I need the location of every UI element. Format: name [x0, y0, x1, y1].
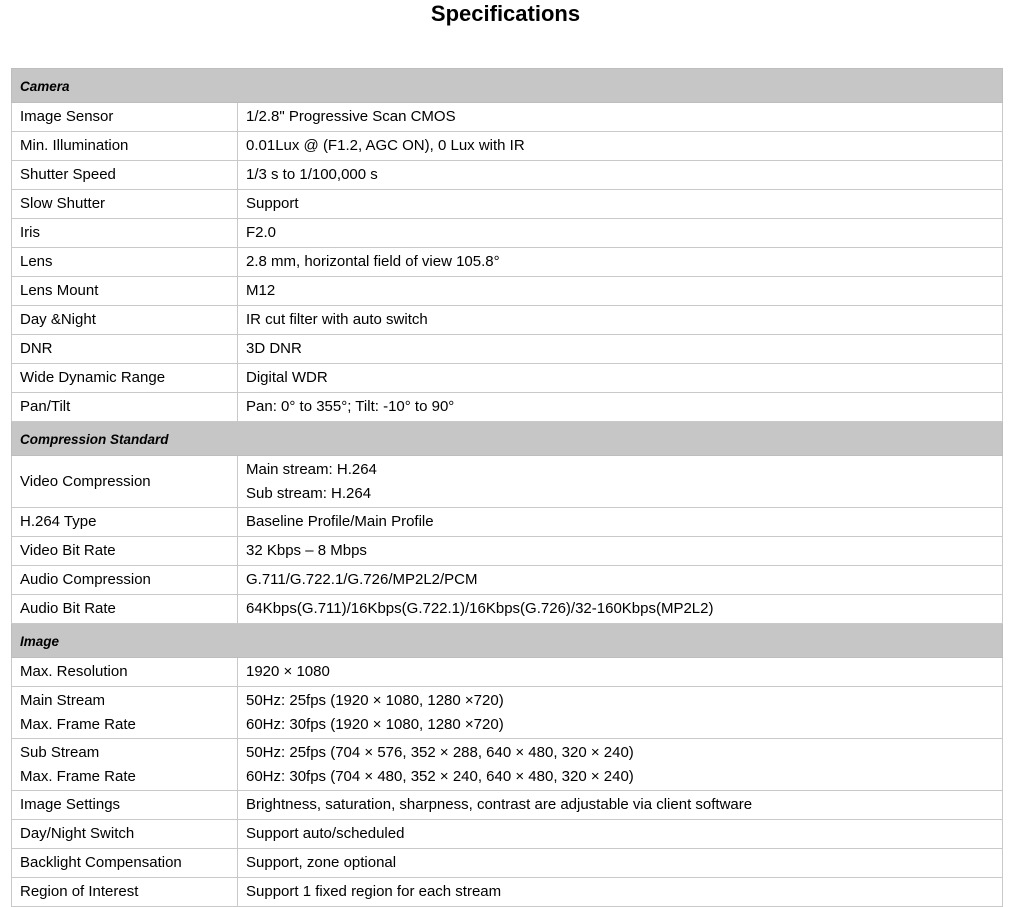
- spec-label-cell: [12, 687, 238, 739]
- spec-value-cell: [238, 687, 1003, 739]
- spec-value-cell: [238, 878, 1003, 907]
- table-row: [12, 219, 1003, 248]
- spec-value: Digital WDR: [246, 369, 328, 386]
- spec-label-cell: [12, 508, 238, 537]
- spec-value: G.711/G.722.1/G.726/MP2L2/PCM: [246, 571, 478, 588]
- table-row: [12, 687, 1003, 739]
- section-header-row: [12, 422, 1003, 456]
- spec-value: 60Hz: 30fps (1920 × 1080, 1280 ×720): [246, 715, 504, 733]
- spec-label: DNR: [20, 340, 53, 357]
- table-row: [12, 508, 1003, 537]
- spec-value-cell: [238, 103, 1003, 132]
- section-header-row: [12, 624, 1003, 658]
- spec-label: Audio Compression: [20, 571, 151, 588]
- spec-value: 0.01Lux @ (F1.2, AGC ON), 0 Lux with IR: [246, 137, 525, 154]
- spec-value-cell: [238, 306, 1003, 335]
- spec-value-cell: [238, 820, 1003, 849]
- spec-value: 1/3 s to 1/100,000 s: [246, 166, 378, 183]
- spec-value: 1/2.8" Progressive Scan CMOS: [246, 108, 456, 125]
- spec-value-cell: [238, 364, 1003, 393]
- spec-label: Shutter Speed: [20, 166, 116, 183]
- spec-value-cell: [238, 791, 1003, 820]
- table-row: [12, 103, 1003, 132]
- table-row: [12, 190, 1003, 219]
- spec-value-cell: [238, 566, 1003, 595]
- spec-label: Max. Resolution: [20, 663, 128, 680]
- spec-value-cell: [238, 132, 1003, 161]
- spec-value: Brightness, saturation, sharpness, contrast are adjustable via client software: [246, 796, 753, 813]
- spec-value: Main stream: H.264: [246, 460, 377, 478]
- spec-value-cell: [238, 739, 1003, 791]
- spec-label-cell: [12, 658, 238, 687]
- spec-label-cell: [12, 849, 238, 878]
- spec-label: Min. Illumination: [20, 137, 129, 154]
- spec-label-cell: [12, 566, 238, 595]
- spec-value-cell: [238, 456, 1003, 508]
- table-row: [12, 791, 1003, 820]
- spec-label: Lens: [20, 253, 53, 270]
- spec-label-cell: [12, 219, 238, 248]
- table-row: [12, 364, 1003, 393]
- spec-label-cell: [12, 161, 238, 190]
- spec-label-cell: [12, 878, 238, 907]
- table-row: [12, 393, 1003, 422]
- spec-label: Day &Night: [20, 311, 96, 328]
- table-row: [12, 658, 1003, 687]
- spec-value-cell: [238, 190, 1003, 219]
- spec-label-cell: [12, 190, 238, 219]
- spec-value-cell: [238, 161, 1003, 190]
- spec-label-cell: [12, 277, 238, 306]
- spec-value: F2.0: [246, 224, 277, 241]
- spec-label: Pan/Tilt: [20, 398, 71, 415]
- table-row: [12, 537, 1003, 566]
- specifications-table: [11, 68, 1003, 907]
- section-header-row: [12, 69, 1003, 103]
- table-row: [12, 161, 1003, 190]
- table-row: [12, 739, 1003, 791]
- spec-label: Sub Stream: [20, 743, 100, 761]
- spec-label: Image Settings: [20, 796, 121, 813]
- spec-value: Support: [246, 195, 299, 212]
- spec-label-cell: [12, 595, 238, 624]
- section-heading: Compression Standard: [12, 422, 1003, 456]
- spec-value: 50Hz: 25fps (1920 × 1080, 1280 ×720): [246, 691, 504, 709]
- specifications-table-body: [12, 69, 1003, 907]
- spec-label-cell: [12, 456, 238, 508]
- spec-label: Lens Mount: [20, 282, 99, 299]
- spec-value: 32 Kbps – 8 Mbps: [246, 542, 367, 559]
- spec-value: Baseline Profile/Main Profile: [246, 513, 434, 530]
- table-row: [12, 878, 1003, 907]
- table-row: [12, 277, 1003, 306]
- spec-value: M12: [246, 282, 276, 299]
- table-row: [12, 849, 1003, 878]
- spec-label-cell: [12, 791, 238, 820]
- table-row: [12, 306, 1003, 335]
- spec-value-cell: [238, 537, 1003, 566]
- spec-value: Pan: 0° to 355°; Tilt: -10° to 90°: [246, 398, 455, 415]
- spec-label-cell: [12, 739, 238, 791]
- table-row: [12, 566, 1003, 595]
- spec-value-cell: [238, 219, 1003, 248]
- spec-value-cell: [238, 248, 1003, 277]
- table-row: [12, 820, 1003, 849]
- spec-value-cell: [238, 508, 1003, 537]
- spec-value: IR cut filter with auto switch: [246, 311, 428, 328]
- spec-label-cell: [12, 364, 238, 393]
- spec-label-cell: [12, 335, 238, 364]
- spec-label: Video Bit Rate: [20, 542, 116, 559]
- spec-label-cell: [12, 132, 238, 161]
- table-row: [12, 595, 1003, 624]
- spec-value: 50Hz: 25fps (704 × 576, 352 × 288, 640 × 480, 320 × 240): [246, 743, 634, 761]
- spec-label-cell: [12, 537, 238, 566]
- spec-value-cell: [238, 277, 1003, 306]
- spec-label: Image Sensor: [20, 108, 114, 125]
- spec-value: Support 1 fixed region for each stream: [246, 883, 502, 900]
- spec-label: Max. Frame Rate: [20, 767, 136, 785]
- spec-label: Main Stream: [20, 691, 106, 709]
- table-row: [12, 456, 1003, 508]
- table-row: [12, 248, 1003, 277]
- section-heading: Image: [12, 624, 1003, 658]
- spec-label: Max. Frame Rate: [20, 715, 136, 733]
- spec-label: Video Compression: [20, 472, 151, 490]
- spec-label-cell: [12, 820, 238, 849]
- spec-value: Support auto/scheduled: [246, 825, 405, 842]
- spec-label-cell: [12, 306, 238, 335]
- spec-label-cell: [12, 103, 238, 132]
- spec-label: Backlight Compensation: [20, 854, 182, 871]
- spec-value-cell: [238, 393, 1003, 422]
- spec-value-cell: [238, 849, 1003, 878]
- spec-label: Iris: [20, 224, 40, 241]
- spec-label: Audio Bit Rate: [20, 600, 116, 617]
- spec-label: Region of Interest: [20, 883, 139, 900]
- spec-value: 1920 × 1080: [246, 663, 330, 680]
- table-row: [12, 132, 1003, 161]
- spec-label: Slow Shutter: [20, 195, 106, 212]
- spec-value-cell: [238, 595, 1003, 624]
- spec-value: 64Kbps(G.711)/16Kbps(G.722.1)/16Kbps(G.726)/32-160Kbps(MP2L2): [246, 600, 714, 617]
- spec-value-cell: [238, 658, 1003, 687]
- spec-label-cell: [12, 393, 238, 422]
- table-row: [12, 335, 1003, 364]
- spec-label: H.264 Type: [20, 513, 97, 530]
- spec-value: Sub stream: H.264: [246, 484, 372, 502]
- spec-value-cell: [238, 335, 1003, 364]
- spec-label: Day/Night Switch: [20, 825, 135, 842]
- spec-value: Support, zone optional: [246, 854, 397, 871]
- spec-value: 2.8 mm, horizontal field of view 105.8°: [246, 253, 500, 270]
- page-title: Specifications: [430, 1, 581, 26]
- spec-label: Wide Dynamic Range: [20, 369, 166, 386]
- section-heading: Camera: [12, 69, 1003, 103]
- spec-label-cell: [12, 248, 238, 277]
- spec-value: 60Hz: 30fps (704 × 480, 352 × 240, 640 × 480, 320 × 240): [246, 767, 634, 785]
- spec-value: 3D DNR: [246, 340, 302, 357]
